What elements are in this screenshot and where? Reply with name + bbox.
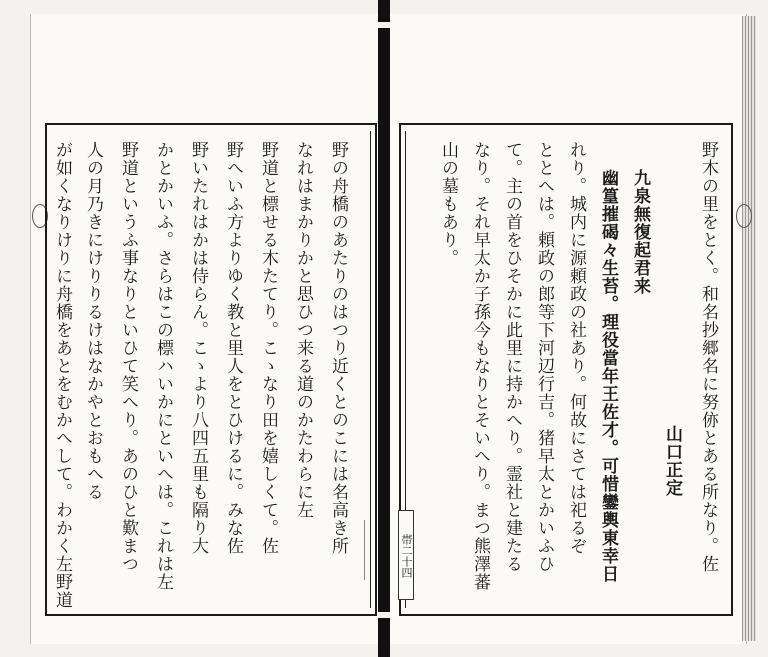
text-column: 野道というふ事なりといひて笑へり。あのひと歎まつ [118, 141, 138, 573]
binding-ring-right [736, 204, 752, 228]
text-column: なり。それ早太か子孫今もなりとそいへり。まつ熊澤蕃 [470, 141, 490, 591]
text-column: 山の墓もあり。 [438, 141, 458, 267]
text-column: 野道と標せる木たてり。こゝなり田を嬉しくて。佐 [258, 141, 278, 555]
text-column: 野の舟橋のあたりのはつり近くとのこには名高き所 [328, 141, 348, 555]
page-stack-edge [742, 16, 756, 641]
text-column: が如くなりけりに舟橋をあとをむかへして。わかく左野道 [52, 141, 72, 609]
author-name: 山口正定 [662, 425, 682, 497]
text-column: て。主の首をひそかに此里に持かへり。霊社と建たる [502, 141, 522, 573]
poem-line: 幽篁摧碣々生苔。理役當年王佐才。可惜鑾輿東幸日 [598, 169, 618, 583]
margin-rule [364, 520, 377, 580]
poem-line: 九泉無復起君来 [630, 169, 650, 295]
text-column: れり。城内に源頼政の社あり。何故にさては祀るぞ [566, 141, 586, 555]
text-column: 野へいふ方よりゆく教と里人をとひけるに。みな佐 [223, 141, 243, 555]
book-spine [378, 0, 390, 657]
text-column: ととへは。頼政の郎等下河辺行吉。猪早太とかいふひ [534, 141, 554, 573]
text-column: 人の月乃きにけりりるけはなかやとおもへる [83, 141, 103, 501]
text-column: 野木の里をとく。和名抄郷名に努㑊とある所なり。佐 [698, 141, 718, 573]
page-number-tab: 帯二十四 [398, 510, 414, 600]
text-column: なれはまかりかと思ひつ来る道のかたわらに左 [293, 141, 313, 519]
text-column: 野いたれはかは侍らん。こゝより八四五里も隔り大 [188, 141, 208, 555]
text-column: かとかいふ。さらはこの標ハいかにといへは。これは左 [153, 141, 173, 591]
right-text-frame [399, 123, 733, 616]
left-text-frame [45, 123, 377, 616]
